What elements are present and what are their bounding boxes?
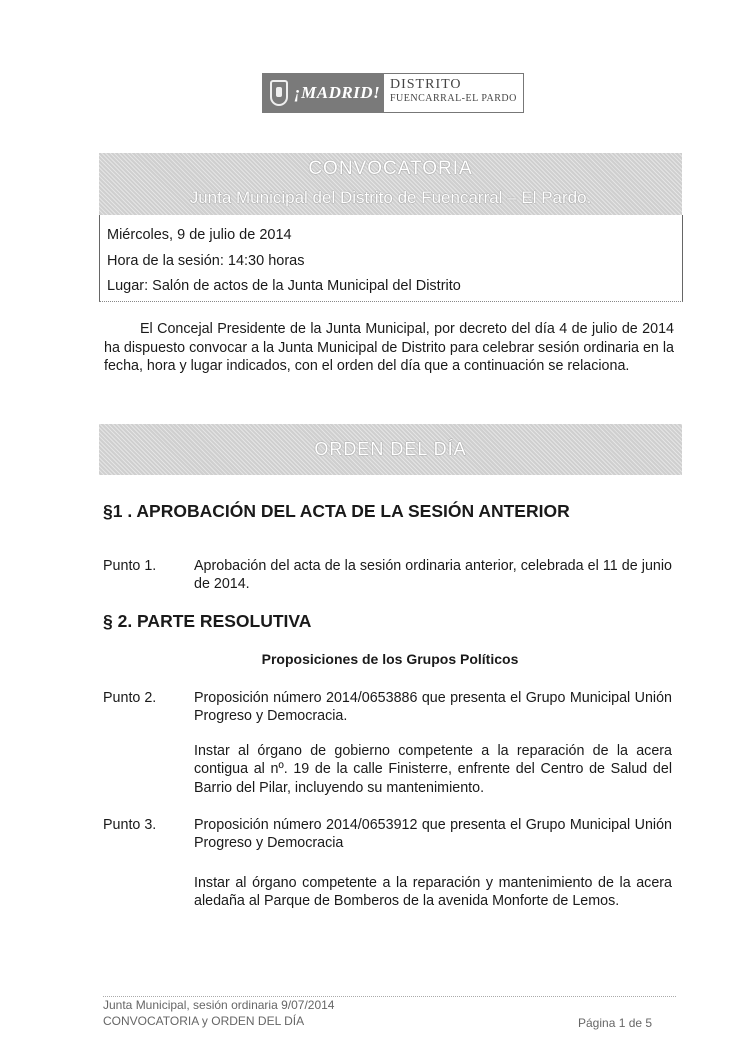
punto3-label: Punto 3. bbox=[103, 817, 157, 833]
section2-subheading: Proposiciones de los Grupos Políticos bbox=[261, 651, 519, 667]
madrid-brand-mark bbox=[262, 73, 384, 113]
intro-paragraph: El Concejal Presidente de la Junta Municipal, por decreto del día 4 de julio de 2014 ha dispuesto convocar a la Junta Municipal de Distrito para celebrar sesión ordinaria en la fecha, hora y lugar indicados, con el orden del día que a continuación se relaciona. bbox=[104, 321, 674, 375]
convocatoria-banner bbox=[99, 153, 682, 215]
order-of-day-banner bbox=[99, 424, 682, 475]
punto1-text: Aprobación del acta de la sesión ordinaria anterior, celebrada el 11 de junio de 2014. bbox=[194, 558, 672, 593]
district-label-line1: DISTRITO bbox=[390, 77, 462, 92]
session-place: Lugar: Salón de actos de la Junta Municipal del Distrito bbox=[107, 278, 461, 294]
banner-title: CONVOCATORIA bbox=[308, 158, 473, 179]
punto3-detail: Instar al órgano competente a la reparación y mantenimiento de la acera aledaña al Parque de Bomberos de la avenida Monforte de Lemos. bbox=[194, 875, 672, 910]
section1-heading: §1 . APROBACIÓN DEL ACTA DE LA SESIÓN ANTERIOR bbox=[103, 501, 570, 521]
session-info-box bbox=[99, 215, 683, 302]
section2-heading: § 2. PARTE RESOLUTIVA bbox=[103, 611, 312, 631]
punto2-detail: Instar al órgano de gobierno competente a la reparación de la acera contigua al nº. 19 de la calle Finisterre, enfrente del Centro de Salud del Barrio del Pilar, incluyendo su mantenimiento. bbox=[194, 743, 672, 796]
punto2-text: Proposición número 2014/0653886 que presenta el Grupo Municipal Unión Progreso y Democracia. bbox=[194, 690, 672, 725]
session-date: Miércoles, 9 de julio de 2014 bbox=[107, 227, 292, 243]
order-banner-title: ORDEN DEL DÍA bbox=[314, 439, 467, 459]
footer-session: Junta Municipal, sesión ordinaria 9/07/2014 bbox=[103, 998, 335, 1012]
footer-doc-title: CONVOCATORIA y ORDEN DEL DÍA bbox=[103, 1014, 305, 1028]
page-number: Página 1 de 5 bbox=[578, 1016, 653, 1030]
punto2-label: Punto 2. bbox=[103, 690, 157, 706]
madrid-wordmark: ¡MADRID! bbox=[294, 83, 381, 102]
banner-subtitle: Junta Municipal del Distrito de Fuencarral – El Pardo. bbox=[189, 188, 592, 207]
madrid-district-logo bbox=[262, 73, 524, 113]
session-time: Hora de la sesión: 14:30 horas bbox=[107, 253, 305, 269]
coat-of-arms-icon bbox=[270, 80, 288, 106]
district-label-line2: FUENCARRAL-EL PARDO bbox=[390, 93, 517, 104]
district-label bbox=[384, 73, 524, 113]
footer-divider bbox=[103, 996, 676, 997]
punto3-text: Proposición número 2014/0653912 que presenta el Grupo Municipal Unión Progreso y Democracia bbox=[194, 817, 672, 852]
punto1-label: Punto 1. bbox=[103, 558, 157, 574]
